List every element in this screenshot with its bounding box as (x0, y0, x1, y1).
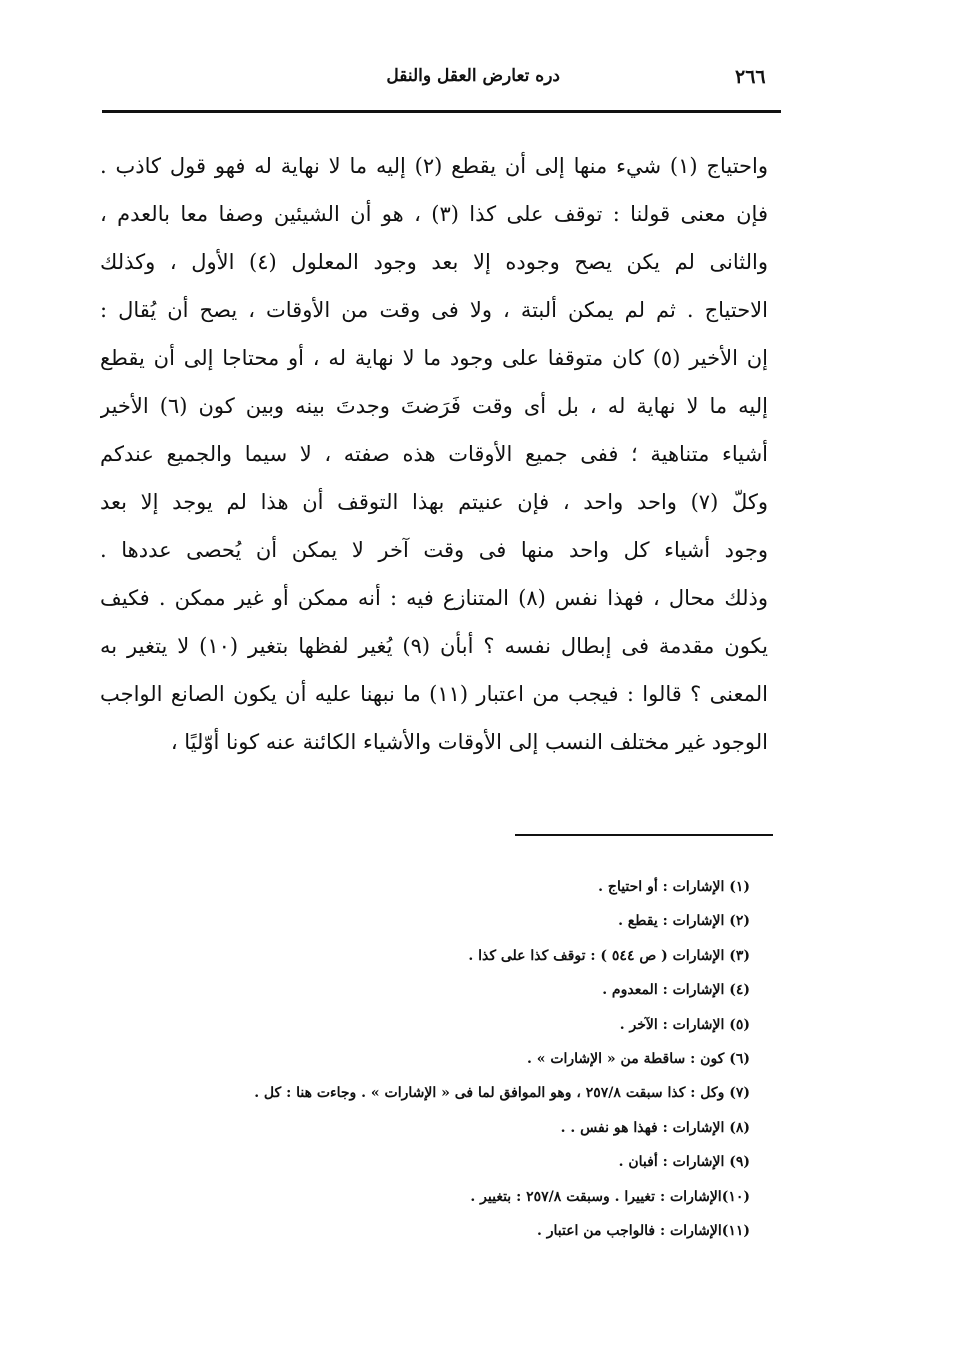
page-number: ٢٦٦ (735, 66, 766, 88)
text-line: وذلك محال ، فهذا نفس (٨) المتنازع فيه : أنه ممكن أو غير ممكن . فكيف (100, 586, 768, 610)
header-rule (102, 110, 781, 113)
text-line: إليه ما لا نهاية له ، بل أى وقت فَرَضتَ وجدتَ بينه وبين كون (٦) الأخير (100, 394, 768, 418)
footnote-rule (515, 834, 773, 836)
text-line: الاحتياج . ثم لم يمكن ألبتة ، ولا فى وقت من الأوقات ، يصح أن يُقال : (100, 298, 768, 322)
footnote: (٧) وكل : كذا سبقت ٢٥٧/٨ ، وهو الموافق لما فى « الإشارات » . وجاءت هنا : كل . (254, 1085, 750, 1102)
text-line: الوجود غير مختلف النسب إلى الأوقات والأشياء الكائنة عنه كونا أوّليًا ، (170, 730, 768, 754)
body-text (100, 142, 768, 766)
footnote: (٨) الإشارات : فهذا هو نفس . . (560, 1119, 750, 1136)
text-line: وكلّ (٧) واحد واحد ، فإن عنيتم بهذا التوقف أن هذا لم يوجد إلا بعد (100, 490, 768, 514)
footnotes (160, 870, 750, 1248)
text-line: المعنى ؟ قالوا : فيجب من اعتبار (١١) ما نبهنا عليه أن يكون الصانع الواجب (100, 682, 768, 706)
text-line: والثانى لم يكن يصح وجوده إلا بعد وجود المعلول (٤) الأول ، وكذلك (100, 250, 768, 274)
footnote: (٤) الإشارات : المعدوم . (602, 982, 750, 999)
footnote: (٦) كون : ساقطة من « الإشارات » . (526, 1050, 750, 1067)
text-line: يكون مقدمة فى إبطال نفسه ؟ أبأن (٩) يُغير لفظها بتغير (١٠) لا يتغير به (100, 634, 768, 658)
text-line: وجود أشياء كل واحد منها فى وقت آخر لا يمكن أن يُحصى عددها . (100, 538, 768, 562)
footnote: (٥) الإشارات : الآخر . (619, 1016, 750, 1033)
text-line: فإن معنى قولنا : توقف على كذا (٣) ، هو أن الشيئين وصفا معا بالعدم ، (100, 202, 768, 226)
footnote: (١٠)الإشارات : تغييرا . وسبقت ٢٥٧/٨ : بتغيير . (470, 1188, 750, 1205)
text-line: واحتياج (١) شيء منها إلى أن يقطع (٢) إليه ما لا نهاية له فهو قول كاذب . (100, 154, 768, 178)
footnote: (١) الإشارات : أو احتياج . (598, 879, 750, 895)
footnote: (٢) الإشارات : يقطع . (618, 913, 750, 930)
footnote: (٩) الإشارات : أفبان . (618, 1154, 750, 1171)
running-title: دره تعارض العقل والنقل (386, 66, 560, 86)
text-line: أشياء متناهية ؛ ففى جميع الأوقات هذه صفته ، لا سيما والجميع عندكم (100, 442, 768, 466)
text-line: إن الأخير (٥) كان متوقفا على وجود ما لا نهاية له ، أو محتاجا إلى أن يقطع (100, 346, 768, 370)
footnote: (١١)الإشارات : فالواجب من اعتبار . (536, 1222, 750, 1239)
footnote: (٣) الإشارات ( ص ٥٤٤ ) : توقف كذا على كذا . (468, 947, 750, 964)
